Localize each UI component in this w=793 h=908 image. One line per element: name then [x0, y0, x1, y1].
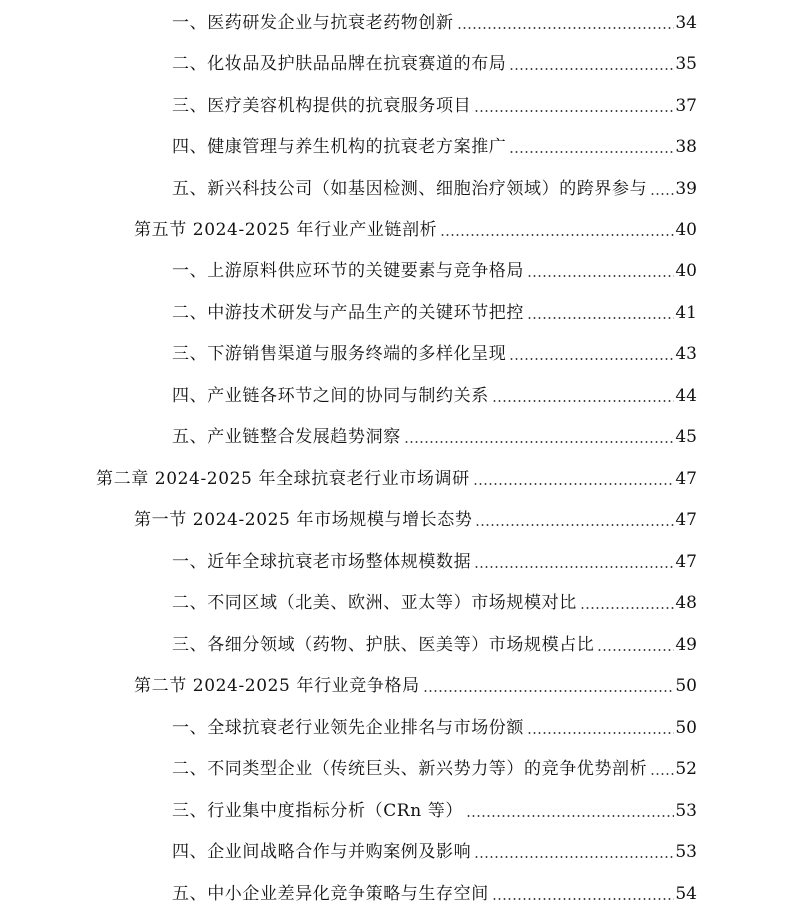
dot-leader: [474, 856, 674, 858]
toc-entry-page: 39: [675, 179, 697, 199]
toc-entry[interactable]: [172, 626, 697, 656]
toc-entry-page: 53: [675, 842, 697, 862]
toc-entry[interactable]: [134, 501, 697, 531]
dot-leader: [509, 358, 674, 360]
toc-entry-title: 四、健康管理与养生机构的抗衰老方案推广: [172, 137, 507, 157]
toc-entry-title: 一、上游原料供应环节的关键要素与竞争格局: [172, 261, 524, 281]
toc-entry-title: 第五节 2024-2025 年行业产业链剖析: [134, 220, 438, 240]
dot-leader: [457, 27, 674, 29]
dot-leader: [473, 483, 674, 485]
dot-leader: [527, 317, 674, 319]
dot-leader: [509, 151, 674, 153]
toc-entry-page: 41: [675, 303, 697, 323]
toc-entry-page: 47: [675, 510, 697, 530]
toc-entry-title: 一、近年全球抗衰老市场整体规模数据: [172, 552, 472, 572]
toc-entry-page: 40: [675, 220, 697, 240]
toc-entry-title: 五、新兴科技公司（如基因检测、细胞治疗领域）的跨界参与: [172, 179, 648, 199]
dot-leader: [474, 566, 674, 568]
toc-entry[interactable]: [172, 584, 697, 614]
toc-entry[interactable]: [172, 543, 697, 573]
toc-entry-title: 一、全球抗衰老行业领先企业排名与市场份额: [172, 718, 524, 738]
toc-entry-page: 38: [675, 137, 697, 157]
toc-entry[interactable]: [172, 792, 697, 822]
toc-entry-title: 三、各细分领域（药物、护肤、医美等）市场规模占比: [172, 635, 595, 655]
toc-entry-page: 44: [675, 386, 697, 406]
toc-entry-title: 二、不同区域（北美、欧洲、亚太等）市场规模对比: [172, 593, 577, 613]
toc-entry-title: 第二节 2024-2025 年行业竞争格局: [134, 676, 420, 696]
toc-entry-page: 50: [675, 676, 697, 696]
dot-leader: [466, 815, 674, 817]
toc-entry-page: 52: [675, 759, 697, 779]
toc-entry-title: 五、产业链整合发展趋势洞察: [172, 427, 401, 447]
toc-entry-page: 54: [675, 884, 697, 904]
toc-entry[interactable]: [172, 377, 697, 407]
toc-entry[interactable]: [172, 335, 697, 365]
toc-entry[interactable]: [134, 667, 697, 697]
toc-entry-title: 四、企业间战略合作与并购案例及影响: [172, 842, 472, 862]
dot-leader: [492, 400, 674, 402]
toc-entry-page: 34: [675, 13, 697, 33]
toc-entry-page: 48: [675, 593, 697, 613]
toc-entry-title: 二、中游技术研发与产品生产的关键环节把控: [172, 303, 524, 323]
toc-entry-page: 49: [675, 635, 697, 655]
dot-leader: [423, 690, 674, 692]
toc-entry-title: 五、中小企业差异化竞争策略与生存空间: [172, 884, 489, 904]
toc-entry-page: 40: [675, 261, 697, 281]
dot-leader: [475, 524, 674, 526]
toc-entry-page: 45: [675, 427, 697, 447]
dot-leader: [597, 649, 674, 651]
toc-entry-page: 53: [675, 801, 697, 821]
toc-entry[interactable]: [172, 170, 697, 200]
dot-leader: [404, 441, 674, 443]
dot-leader: [650, 193, 674, 195]
dot-leader: [580, 607, 674, 609]
toc-entry[interactable]: [172, 87, 697, 117]
toc-entry-page: 43: [675, 344, 697, 364]
dot-leader: [492, 898, 674, 900]
dot-leader: [527, 732, 674, 734]
toc-entry-title: 三、医疗美容机构提供的抗衰服务项目: [172, 96, 472, 116]
dot-leader: [650, 773, 674, 775]
toc-entry[interactable]: [96, 460, 697, 490]
toc-entry[interactable]: [172, 709, 697, 739]
toc-entry[interactable]: [172, 418, 697, 448]
toc-entry-title: 四、产业链各环节之间的协同与制约关系: [172, 386, 489, 406]
dot-leader: [509, 68, 674, 70]
dot-leader: [527, 275, 674, 277]
toc-entry[interactable]: [172, 4, 697, 34]
toc-entry[interactable]: [172, 294, 697, 324]
toc-entry-title: 三、下游销售渠道与服务终端的多样化呈现: [172, 344, 507, 364]
dot-leader: [474, 110, 674, 112]
toc-entry[interactable]: [172, 750, 697, 780]
toc-entry-title: 一、医药研发企业与抗衰老药物创新: [172, 13, 454, 33]
toc-entry[interactable]: [172, 128, 697, 158]
toc-entry-title: 二、不同类型企业（传统巨头、新兴势力等）的竞争优势剖析: [172, 759, 648, 779]
toc-entry-title: 二、化妆品及护肤品品牌在抗衰赛道的布局: [172, 54, 507, 74]
toc-entry[interactable]: [134, 211, 697, 241]
toc-entry-page: 47: [675, 552, 697, 572]
toc-entry[interactable]: [172, 45, 697, 75]
toc-entry[interactable]: [172, 833, 697, 863]
toc-entry[interactable]: [172, 875, 697, 905]
toc-entry-page: 47: [675, 469, 697, 489]
toc-entry[interactable]: [172, 252, 697, 282]
toc-entry-title: 三、行业集中度指标分析（CRn 等）: [172, 801, 463, 821]
toc-entry-page: 50: [675, 718, 697, 738]
toc-entry-title: 第二章 2024-2025 年全球抗衰老行业市场调研: [96, 469, 470, 489]
toc-entry-title: 第一节 2024-2025 年市场规模与增长态势: [134, 510, 473, 530]
dot-leader: [440, 234, 674, 236]
toc-entry-page: 37: [675, 96, 697, 116]
toc-entry-page: 35: [675, 54, 697, 74]
